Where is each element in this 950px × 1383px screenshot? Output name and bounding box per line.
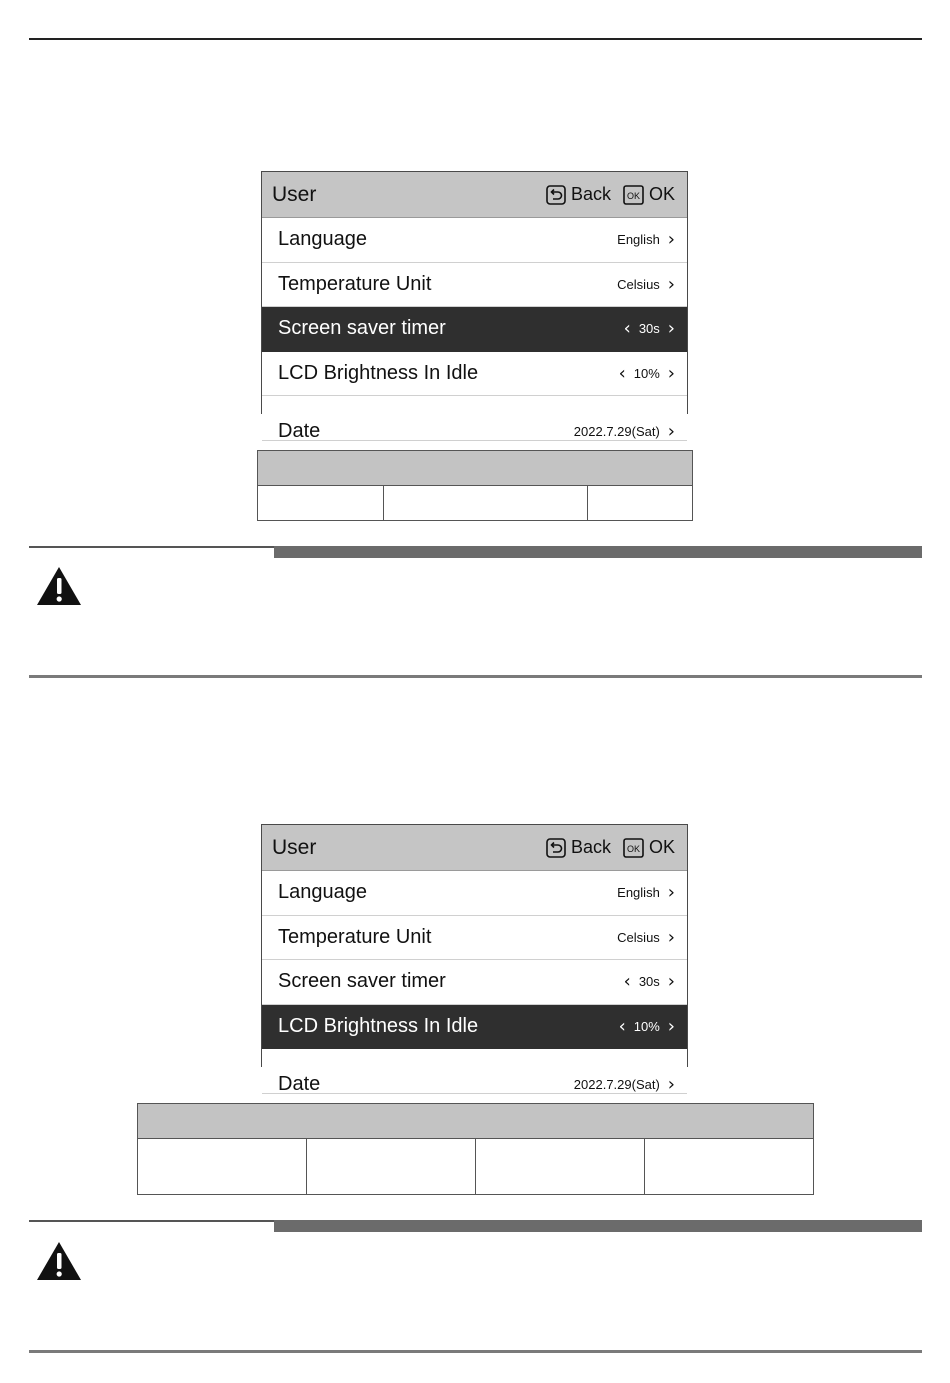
menu-item-value: 10% [633,1018,660,1034]
chevron-right-icon[interactable]: › [667,1074,675,1096]
svg-text:OK: OK [626,190,640,201]
top-rule [29,38,922,40]
menu-item-date[interactable] [262,396,687,441]
menu-list [262,218,687,441]
screen-header [262,825,687,871]
menu-item-label: Language [278,881,367,904]
menu-item-value: Celsius [617,276,660,292]
menu-item-label: Language [278,228,367,251]
menu-item-label: Date [278,420,321,443]
device-screen-1 [261,171,688,443]
back-label: Back [570,184,611,204]
chevron-left-icon[interactable]: ‹ [623,971,631,993]
chevron-right-icon[interactable]: › [667,1015,675,1037]
menu-item-label: Temperature Unit [278,925,432,948]
menu-item-value-group [617,229,675,250]
menu-item-value-group [619,1016,675,1037]
chevron-right-icon[interactable]: › [667,273,675,295]
menu-item-value-group [624,971,675,992]
chevron-right-icon[interactable]: › [667,318,675,340]
menu-item-label: LCD Brightness In Idle [278,361,479,384]
menu-item-value: Celsius [617,929,660,945]
table-cell [588,486,693,521]
table-header [258,451,693,486]
ok-button[interactable] [623,837,675,858]
menu-item-temperature-unit[interactable] [262,916,687,961]
back-label: Back [570,837,611,857]
warning-triangle-icon [35,565,83,607]
menu-item-value-group [617,882,675,903]
empty-table-1 [257,450,693,521]
menu-item-screen-saver-timer[interactable] [262,307,687,352]
ok-box-icon [623,838,644,858]
menu-item-value: English [617,885,660,901]
menu-item-value: 2022.7.29(Sat) [573,424,660,440]
menu-item-value-group [574,1074,675,1095]
menu-item-label: Date [278,1073,321,1096]
back-arrow-icon [546,838,566,858]
menu-list [262,871,687,1094]
back-button[interactable] [546,184,611,205]
section-rule [29,1220,922,1232]
menu-item-label: Temperature Unit [278,272,432,295]
table-cell [258,486,384,521]
menu-item-value: 30s [638,974,660,990]
menu-item-value-group [617,927,675,948]
section-end-rule [29,675,922,678]
menu-item-lcd-brightness-in-idle[interactable] [262,1005,687,1050]
chevron-left-icon[interactable]: ‹ [623,318,631,340]
menu-item-label: Screen saver timer [278,317,446,340]
section-end-rule [29,1350,922,1353]
table-cell [307,1139,476,1195]
chevron-right-icon[interactable]: › [667,971,675,993]
menu-item-date[interactable] [262,1049,687,1094]
menu-item-value-group [574,421,675,442]
back-arrow-icon [546,185,566,205]
menu-item-label: Screen saver timer [278,970,446,993]
menu-item-label: LCD Brightness In Idle [278,1014,479,1037]
ok-box-icon [623,185,644,205]
empty-table-2 [137,1103,814,1195]
screen-title: User [272,835,317,859]
chevron-right-icon[interactable]: › [667,362,675,384]
menu-item-language[interactable] [262,871,687,916]
chevron-right-icon[interactable]: › [667,882,675,904]
section-rule [29,546,922,558]
device-screen-2 [261,824,688,1096]
table-header [138,1104,814,1139]
ok-label: OK [648,184,675,204]
menu-item-lcd-brightness-in-idle[interactable] [262,352,687,397]
ok-label: OK [648,837,675,857]
chevron-right-icon[interactable]: › [667,229,675,251]
chevron-right-icon[interactable]: › [667,926,675,948]
table-cell [645,1139,814,1195]
menu-item-language[interactable] [262,218,687,263]
menu-item-value: 10% [633,365,660,381]
menu-item-value: 30s [638,321,660,337]
ok-button[interactable] [623,184,675,205]
table-cell [138,1139,307,1195]
screen-title: User [272,182,317,206]
chevron-left-icon[interactable]: ‹ [618,362,626,384]
chevron-right-icon[interactable]: › [667,421,675,443]
menu-item-value: 2022.7.29(Sat) [573,1077,660,1093]
svg-text:OK: OK [626,843,640,854]
menu-item-temperature-unit[interactable] [262,263,687,308]
menu-item-screen-saver-timer[interactable] [262,960,687,1005]
table-cell [384,486,588,521]
table-cell [476,1139,645,1195]
menu-item-value: English [617,232,660,248]
menu-item-value-group [617,274,675,295]
back-button[interactable] [546,837,611,858]
screen-header [262,172,687,218]
warning-triangle-icon [35,1240,83,1282]
menu-item-value-group [624,318,675,339]
chevron-left-icon[interactable]: ‹ [618,1015,626,1037]
menu-item-value-group [619,363,675,384]
